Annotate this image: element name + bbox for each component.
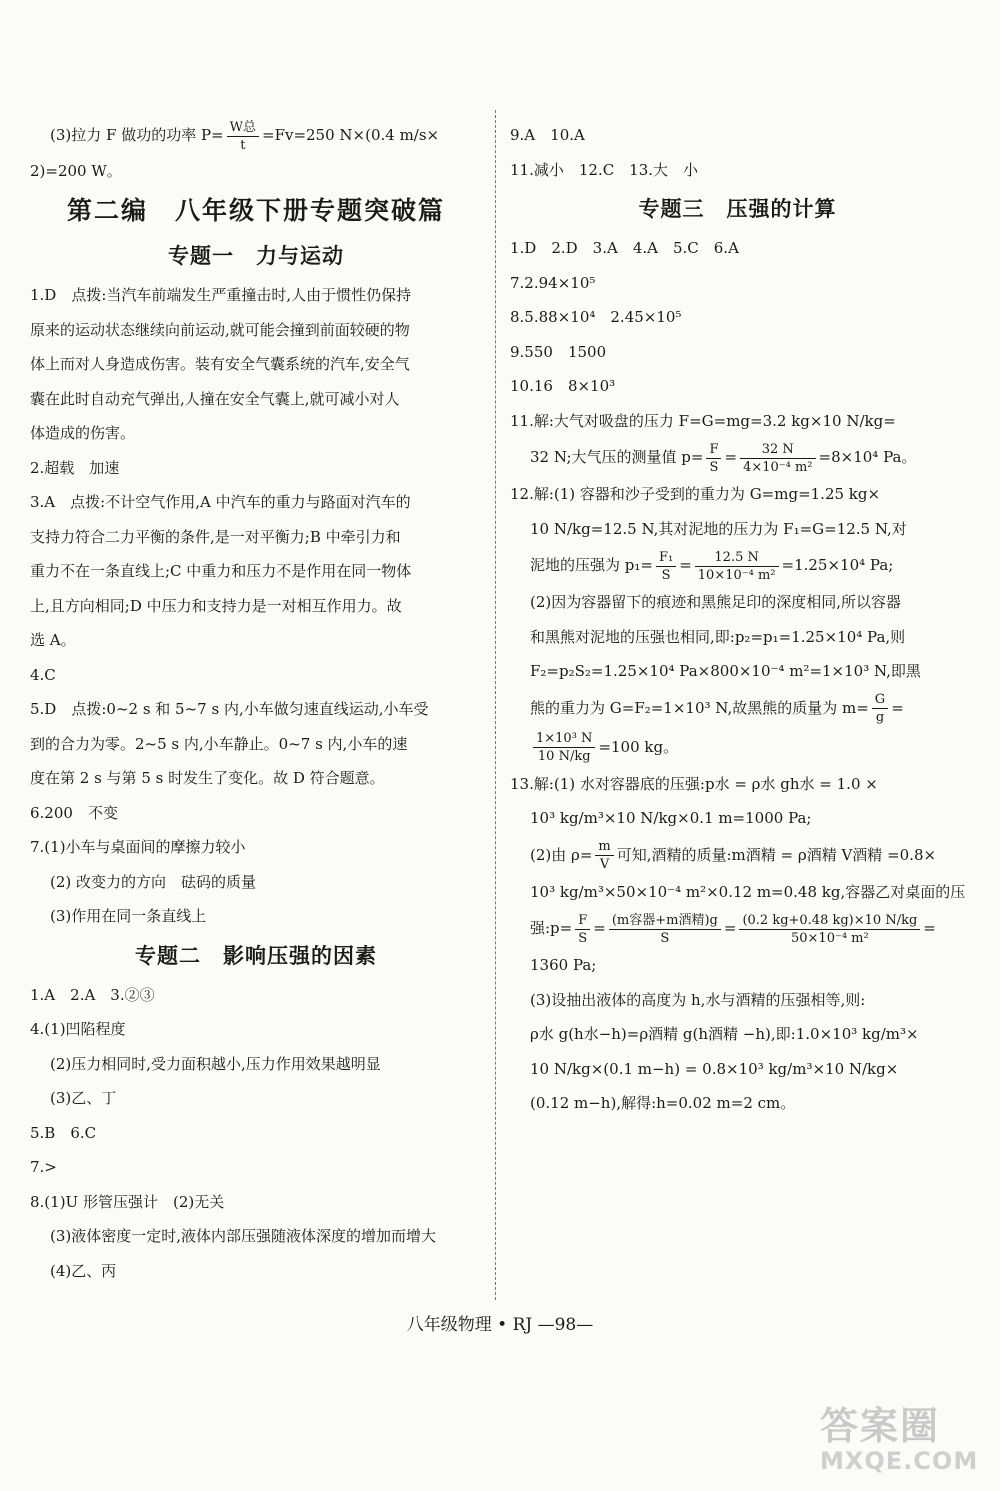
answer-line: 2)=200 W。 [30,161,122,180]
answer-line: 4.C [30,665,56,684]
topic-title: 专题二 影响压强的因素 [135,943,377,968]
answer-line: 支持力符合二力平衡的条件,是一对平衡力;B 中牵引力和 [30,527,401,546]
fraction: $\frac{m}{V}$ [595,838,613,873]
answer-line: 熊的重力为 G=F₂=1×10³ N,故黑熊的质量为 m= $\frac{G}{g}$ = [530,692,904,725]
answer-line: 体造成的伤害。 [30,424,136,442]
fraction: $\frac{\text{F₁}}{S}$ [656,549,676,584]
answer-line: 10 N/kg×(0.1 m−h) = 0.8×10³ kg/m³×10 N/kg× [530,1059,899,1078]
answer-line: 体上而对人身造成伤害。装有安全气囊系统的汽车,安全气 [30,355,410,373]
answer-line: 到的合力为零。2~5 s 内,小车静止。0~7 s 内,小车的速 [30,734,408,753]
right-column [510,118,965,1121]
answer-line: 12.解:(1) 容器和沙子受到的重力为 G=mg=1.25 kg× [510,485,881,503]
topic-title: 专题三 压强的计算 [638,197,837,221]
answer-line: 9.A 10.A [510,126,585,144]
answer-line: 11.减小 12.C 13.大 小 [510,160,699,179]
answer-line: 和黑熊对泥地的压强也相同,即:p₂=p₁=1.25×10⁴ Pa,则 [530,627,906,646]
answer-line: 囊在此时自动充气弹出,人撞在安全气囊上,就可减小对人 [30,389,400,408]
fraction: $\frac{F}{S}$ [575,912,590,947]
answer-line: (2)压力相同时,受力面积越小,压力作用效果越明显 [50,1054,381,1073]
answer-line: 2.超载 加速 [30,458,120,477]
answer-line: (4)乙、丙 [50,1261,117,1280]
section-title: 第二编 八年级下册专题突破篇 [66,196,445,225]
fraction: $\frac{32 N}{\text{4×10⁻⁴ m²}}$ [740,441,815,476]
answer-line: 1360 Pa; [530,956,597,974]
answer-line: 3.A 点拨:不计空气作用,A 中汽车的重力与路面对汽车的 [30,493,411,511]
answer-line: (0.12 m−h),解得:h=0.02 m=2 cm。 [530,1094,796,1112]
answer-line: 32 N;大气压的测量值 p= $\frac{F}{S}$ = $\frac{32 N}{\text{4×10⁻⁴ m²}}$ =8×10⁴ Pa。 [530,441,917,475]
answer-line: (3)拉力 F 做功的功率 P= W总 t =Fv=250 N×(0.4 m/s× [50,119,440,153]
topic-title: 专题一 力与运动 [168,244,344,268]
fraction: $\frac{12.5 N}{\text{10×10⁻⁴ m²}}$ [695,549,779,584]
fraction: (m容器+m酒精)g S [609,912,721,947]
answer-line: 选 A。 [30,631,76,649]
answer-line: 1.D 2.D 3.A 4.A 5.C 6.A [510,239,739,257]
column-divider [495,110,496,1300]
answer-line: 10 N/kg=12.5 N,其对泥地的压力为 F₁=G=12.5 N,对 [530,519,907,538]
answer-line: (2) 改变力的方向 砝码的质量 [50,872,257,891]
answer-line: 6.200 不变 [30,803,118,822]
answer-line: 10.16 8×10³ [510,377,616,395]
answer-line: 度在第 2 s 与第 5 s 时发生了变化。故 D 符合题意。 [30,769,385,787]
fraction: W总 t [227,119,259,154]
answer-line: ρ水 g(h水−h)=ρ酒精 g(h酒精 −h),即:1.0×10³ kg/m³× [530,1025,919,1043]
left-column [30,118,482,1288]
answer-line: (3)设抽出液体的高度为 h,水与酒精的压强相等,则: [530,990,866,1009]
answer-line: F₂=p₂S₂=1.25×10⁴ Pa×800×10⁻⁴ m²=1×10³ N,即黑 [530,662,921,680]
fraction: $\frac{\text{1×10³ N}}{10 N/kg}$ [533,730,595,765]
answer-line: (2)由 ρ= $\frac{m}{V}$ 可知,酒精的质量:m酒精 = ρ酒精 V酒精 =0.8× [530,839,937,872]
answer-line: 重力不在一条直线上;C 中重力和压力不是作用在同一物体 [30,562,412,580]
answer-line: 10³ kg/m³×10 N/kg×0.1 m=1000 Pa; [530,809,812,827]
answer-line: 1.D 点拨:当汽车前端发生严重撞击时,人由于惯性仍保持 [30,286,412,304]
answer-line: 泥地的压强为 p₁= $\frac{\text{F₁}}{S}$ = $\frac{12.5 N}{\text{10×10⁻⁴ m²}}$ =1.25×10⁴ Pa; [530,549,894,583]
page-footer: 八年级物理 • RJ —98— [406,1315,594,1335]
answer-line: 11.解:大气对吸盘的压力 F=G=mg=3.2 kg×10 N/kg= [510,411,896,430]
answer-line: 原来的运动状态继续向前运动,就可能会撞到前面较硬的物 [30,320,410,339]
answer-line: 9.550 1500 [510,342,607,361]
answer-line: $\frac{\text{1×10³ N}}{10 N/kg}$ =100 kg。 [510,728,965,767]
answer-line: 8.(1)U 形管压强计 (2)无关 [30,1192,225,1211]
answer-line: (3)液体密度一定时,液体内部压强随液体深度的增加而增大 [50,1227,437,1245]
answer-line: 7.(1)小车与桌面间的摩擦力较小 [30,838,246,856]
answer-line: 强:p= $\frac{F}{S}$ = (m容器+m酒精)g S = $\frac{(0.2 kg+0.48 kg)\times 10 N/kg}{\text{50×10⁻⁴ m²}}$ = [530,912,936,946]
answer-line: 4.(1)凹陷程度 [30,1020,126,1038]
answer-line: 10³ kg/m³×50×10⁻⁴ m²×0.12 m=0.48 kg,容器乙对桌面的压 [530,882,966,901]
answer-line: (3)作用在同一条直线上 [50,907,207,925]
answer-line: 5.B 6.C [30,1123,97,1142]
fraction: $\frac{F}{S}$ [706,441,721,476]
watermark-url: MXQE.COM [820,1447,979,1475]
answer-line: 8.5.88×10⁴ 2.45×10⁵ [510,308,682,326]
answer-line: (3)乙、丁 [50,1089,117,1107]
answer-line: 7.2.94×10⁵ [510,273,596,292]
fraction: $\frac{G}{g}$ [872,691,888,726]
watermark-title: 答案圈 [820,1404,941,1448]
answer-line: 上,且方向相同;D 中压力和支持力是一对相互作用力。故 [30,596,402,615]
answer-line: 5.D 点拨:0~2 s 和 5~7 s 内,小车做匀速直线运动,小车受 [30,700,429,718]
answer-line: 1.A 2.A 3.②③ [30,985,155,1004]
fraction: $\frac{(0.2 kg+0.48 kg)\times 10 N/kg}{\text{50×10⁻⁴ m²}}$ [739,912,920,947]
watermark-logo [820,1395,990,1485]
answer-line: 13.解:(1) 水对容器底的压强:p水 = ρ水 gh水 = 1.0 × [510,774,878,793]
answer-line: 7.> [30,1158,57,1176]
answer-line: (2)因为容器留下的痕迹和黑熊足印的深度相同,所以容器 [530,593,902,611]
